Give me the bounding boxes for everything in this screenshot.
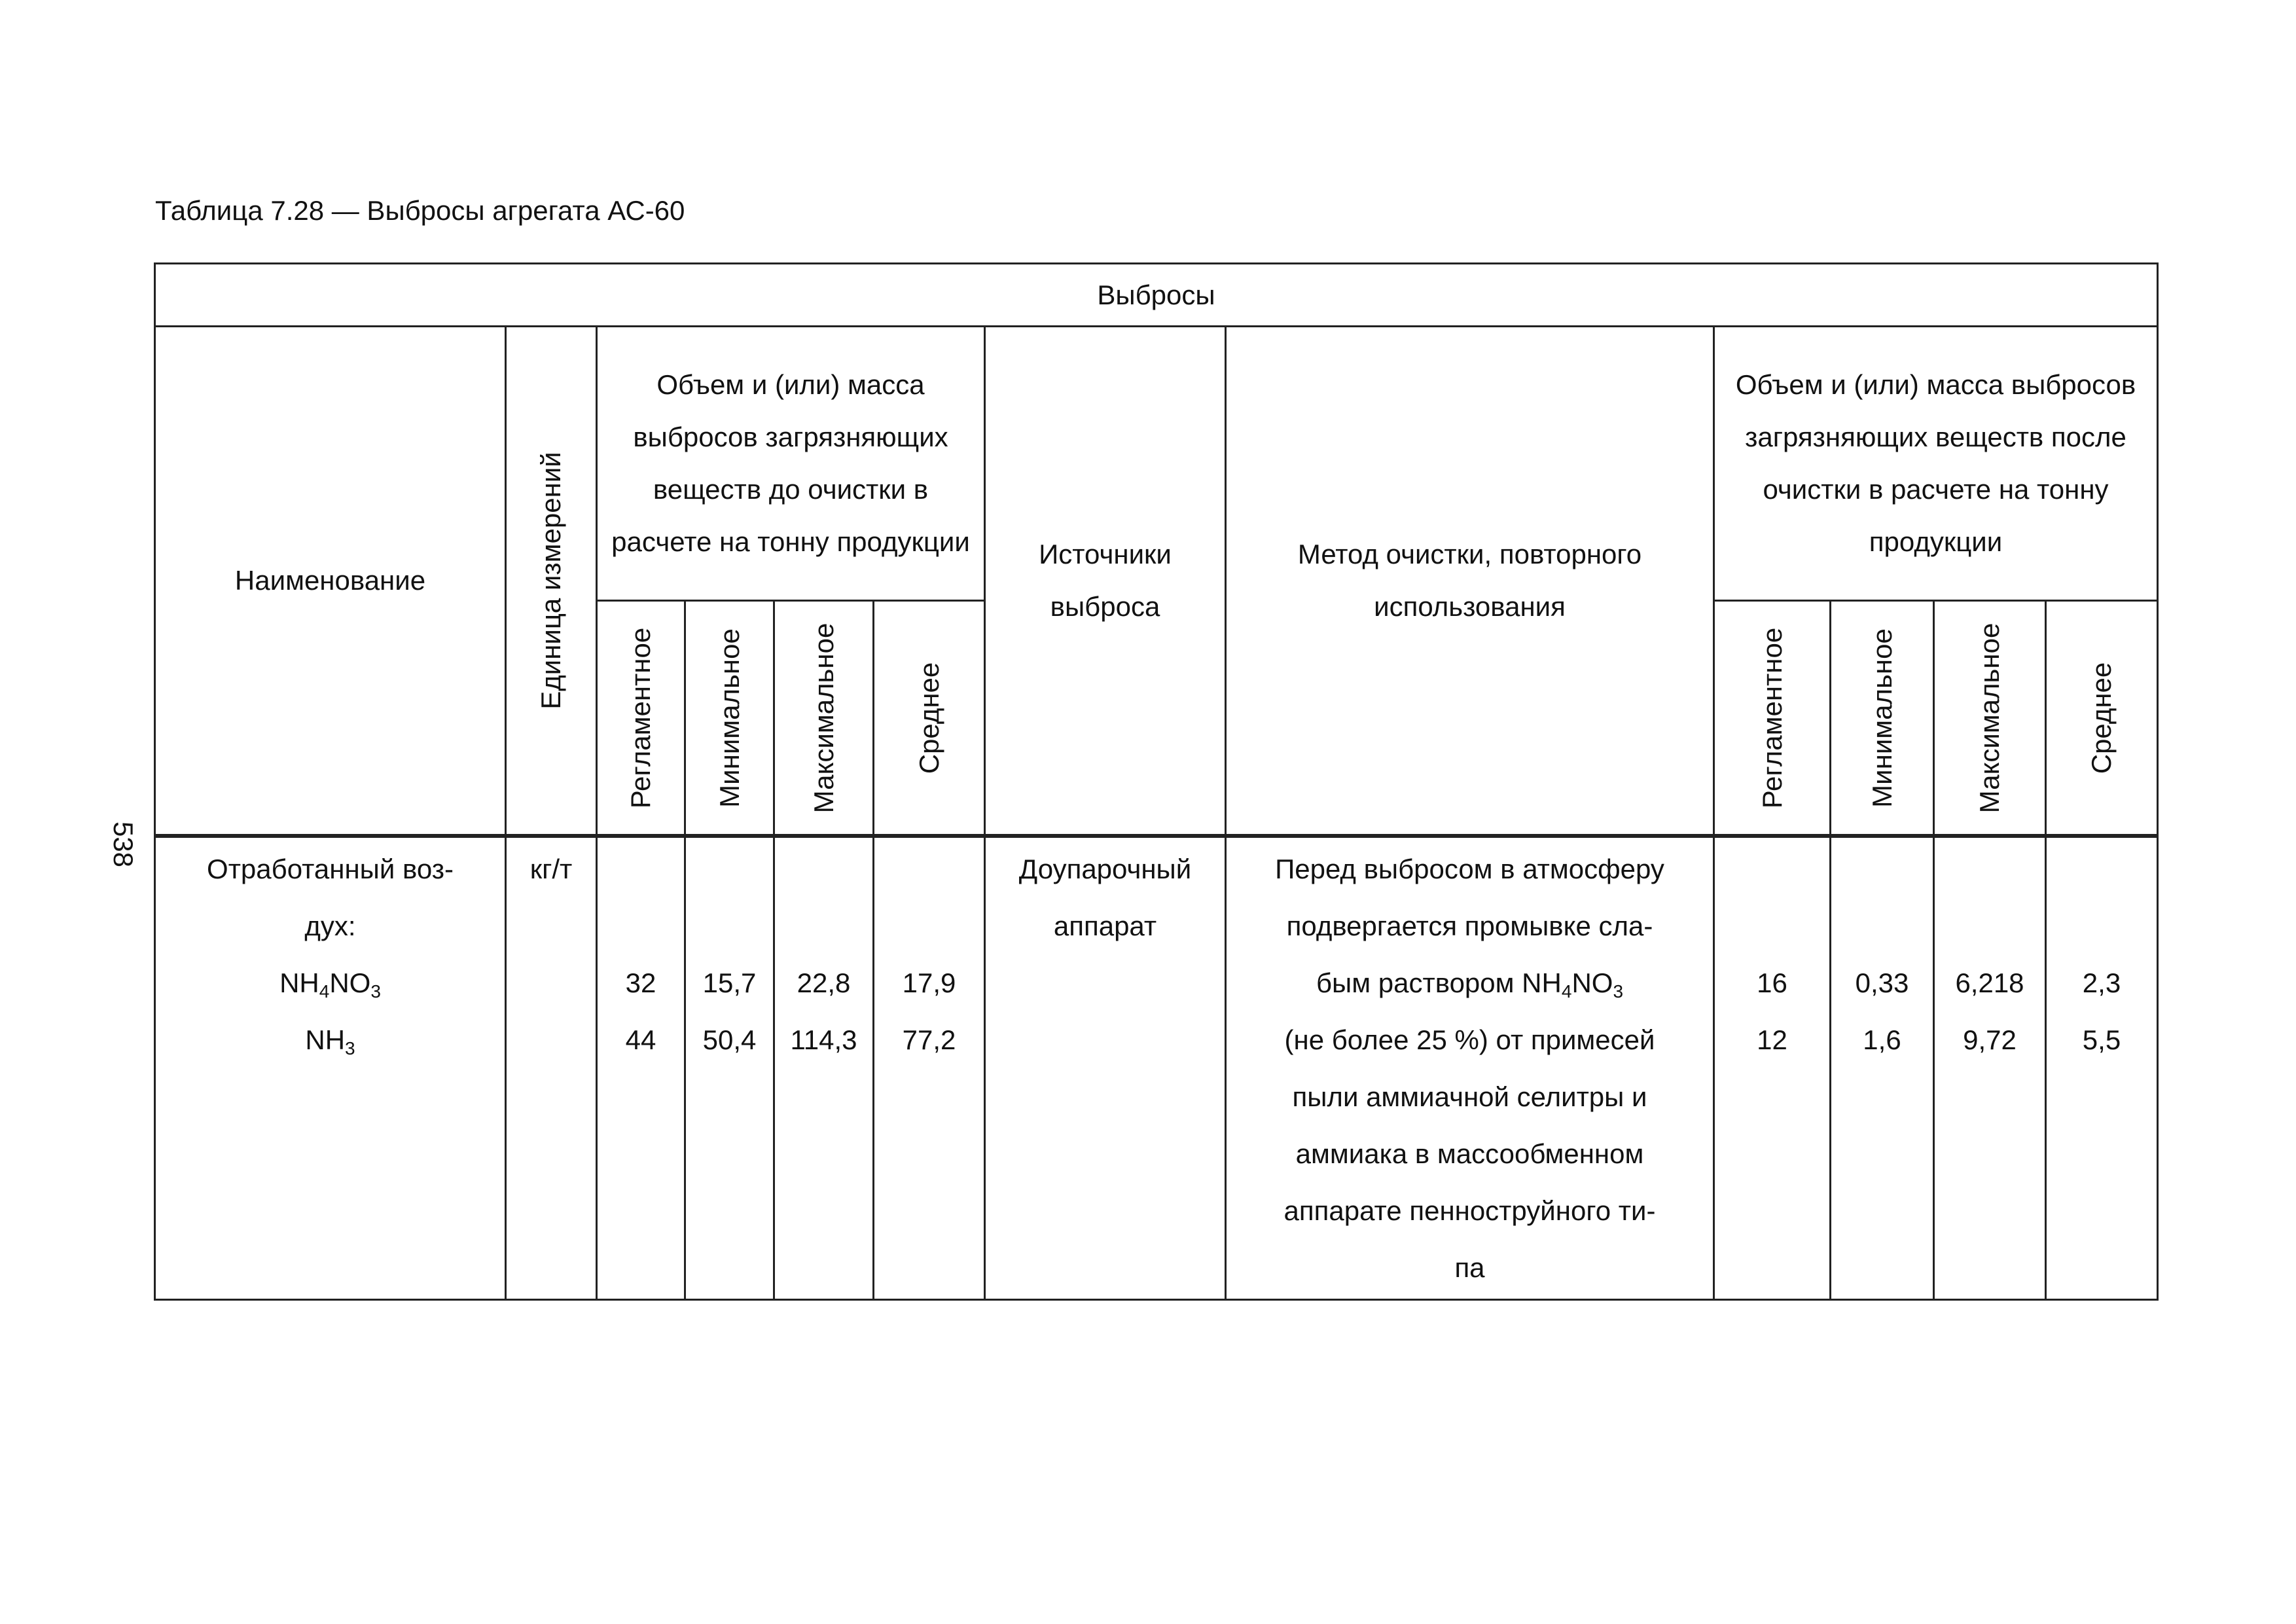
emissions-table: [154, 262, 2159, 1301]
cell-before-minimum: [685, 836, 774, 1300]
header-method: Метод очистки, повторного использования: [1226, 327, 1714, 837]
value-after-average-nh3: 5,5: [2082, 1024, 2121, 1055]
header-after-average: Среднее: [2086, 662, 2117, 774]
header-before-average-cell: [874, 601, 985, 837]
method-line: Перед выбросом в атмосферу: [1275, 854, 1664, 884]
header-after-average-cell: [2046, 601, 2158, 837]
source-line: аппарат: [1053, 911, 1157, 941]
header-after-regulated: Регламентное: [1756, 627, 1787, 808]
value-before-regulated-nh4no3: 32: [625, 967, 656, 998]
page-number: 538: [108, 821, 139, 868]
value-after-regulated-nh4no3: 16: [1757, 967, 1787, 998]
cell-after-maximum: [1934, 836, 2046, 1300]
header-after-maximum-cell: [1934, 601, 2046, 837]
value-after-average-nh4no3: 2,3: [2082, 967, 2121, 998]
value-before-maximum-nh3: 114,3: [790, 1024, 857, 1055]
table-row: [155, 836, 2158, 1300]
method-line: бым раствором $NH_4NO_3$: [1316, 967, 1624, 1001]
substance-nh4no3: $NH_4NO_3$: [279, 967, 381, 1001]
header-before-regulated: Регламентное: [625, 627, 656, 808]
header-after-minimum-cell: [1831, 601, 1934, 837]
method-line: па: [1454, 1252, 1485, 1283]
header-after-regulated-cell: [1714, 601, 1831, 837]
header-after-maximum: Максимальное: [1974, 623, 2005, 813]
cell-name: [155, 836, 506, 1300]
method-line: (не более 25 %) от примесей: [1284, 1024, 1655, 1055]
cell-unit: [506, 836, 597, 1300]
header-after-group: Объем и (или) масса выбросов загрязняющих веществ после очистки в расчете на тонну продукции: [1714, 327, 2158, 601]
method-line: пыли аммиачной селитры и: [1292, 1081, 1647, 1112]
unit-value: кг/т: [529, 854, 573, 884]
header-before-minimum-cell: [685, 601, 774, 837]
cell-after-average: [2046, 836, 2158, 1300]
header-before-regulated-cell: [597, 601, 685, 837]
value-before-minimum-nh4no3: 15,7: [702, 967, 757, 998]
cell-before-maximum: [774, 836, 874, 1300]
header-before-average: Среднее: [913, 662, 944, 774]
value-after-maximum-nh4no3: 6,218: [1955, 967, 2024, 998]
cell-method: [1226, 836, 1714, 1300]
header-after-minimum: Минимальное: [1866, 628, 1897, 808]
value-before-average-nh4no3: 17,9: [902, 967, 956, 998]
table-caption: Таблица 7.28 — Выбросы агрегата АС-60: [155, 195, 685, 226]
source-line: Доупарочный: [1018, 854, 1192, 884]
value-before-maximum-nh4no3: 22,8: [797, 967, 851, 998]
header-emissions: Выбросы: [155, 264, 2158, 327]
value-after-maximum-nh3: 9,72: [1963, 1024, 2017, 1055]
cell-before-average: [874, 836, 985, 1300]
method-line: подвергается промывке сла-: [1286, 911, 1653, 941]
header-sources: Источники выброса: [985, 327, 1226, 837]
cell-source: [985, 836, 1226, 1300]
header-before-group: Объем и (или) масса выбросов загрязняющих веществ до очистки в расчете на тонну продукции: [597, 327, 985, 601]
method-line: аммиака в массообменном: [1295, 1138, 1644, 1169]
value-before-minimum-nh3: 50,4: [702, 1024, 757, 1055]
header-before-maximum-cell: [774, 601, 874, 837]
value-before-average-nh3: 77,2: [902, 1024, 956, 1055]
header-name: Наименование: [155, 327, 506, 837]
cell-before-regulated: [597, 836, 685, 1300]
value-after-minimum-nh3: 1,6: [1863, 1024, 1901, 1055]
cell-after-regulated: [1714, 836, 1831, 1300]
value-before-regulated-nh3: 44: [625, 1024, 656, 1055]
value-after-minimum-nh4no3: 0,33: [1855, 967, 1909, 998]
header-before-maximum: Максимальное: [808, 623, 839, 813]
cell-after-minimum: [1831, 836, 1934, 1300]
header-unit: Единица измерений: [535, 452, 566, 710]
header-before-minimum: Минимальное: [713, 628, 745, 808]
substance-nh3: $NH_3$: [305, 1024, 355, 1058]
header-unit-cell: [506, 327, 597, 837]
method-line: аппарате пенноструйного ти-: [1283, 1195, 1656, 1226]
value-after-regulated-nh3: 12: [1757, 1024, 1787, 1055]
name-line: дух:: [304, 911, 356, 941]
name-line: Отработанный воз-: [207, 854, 454, 884]
